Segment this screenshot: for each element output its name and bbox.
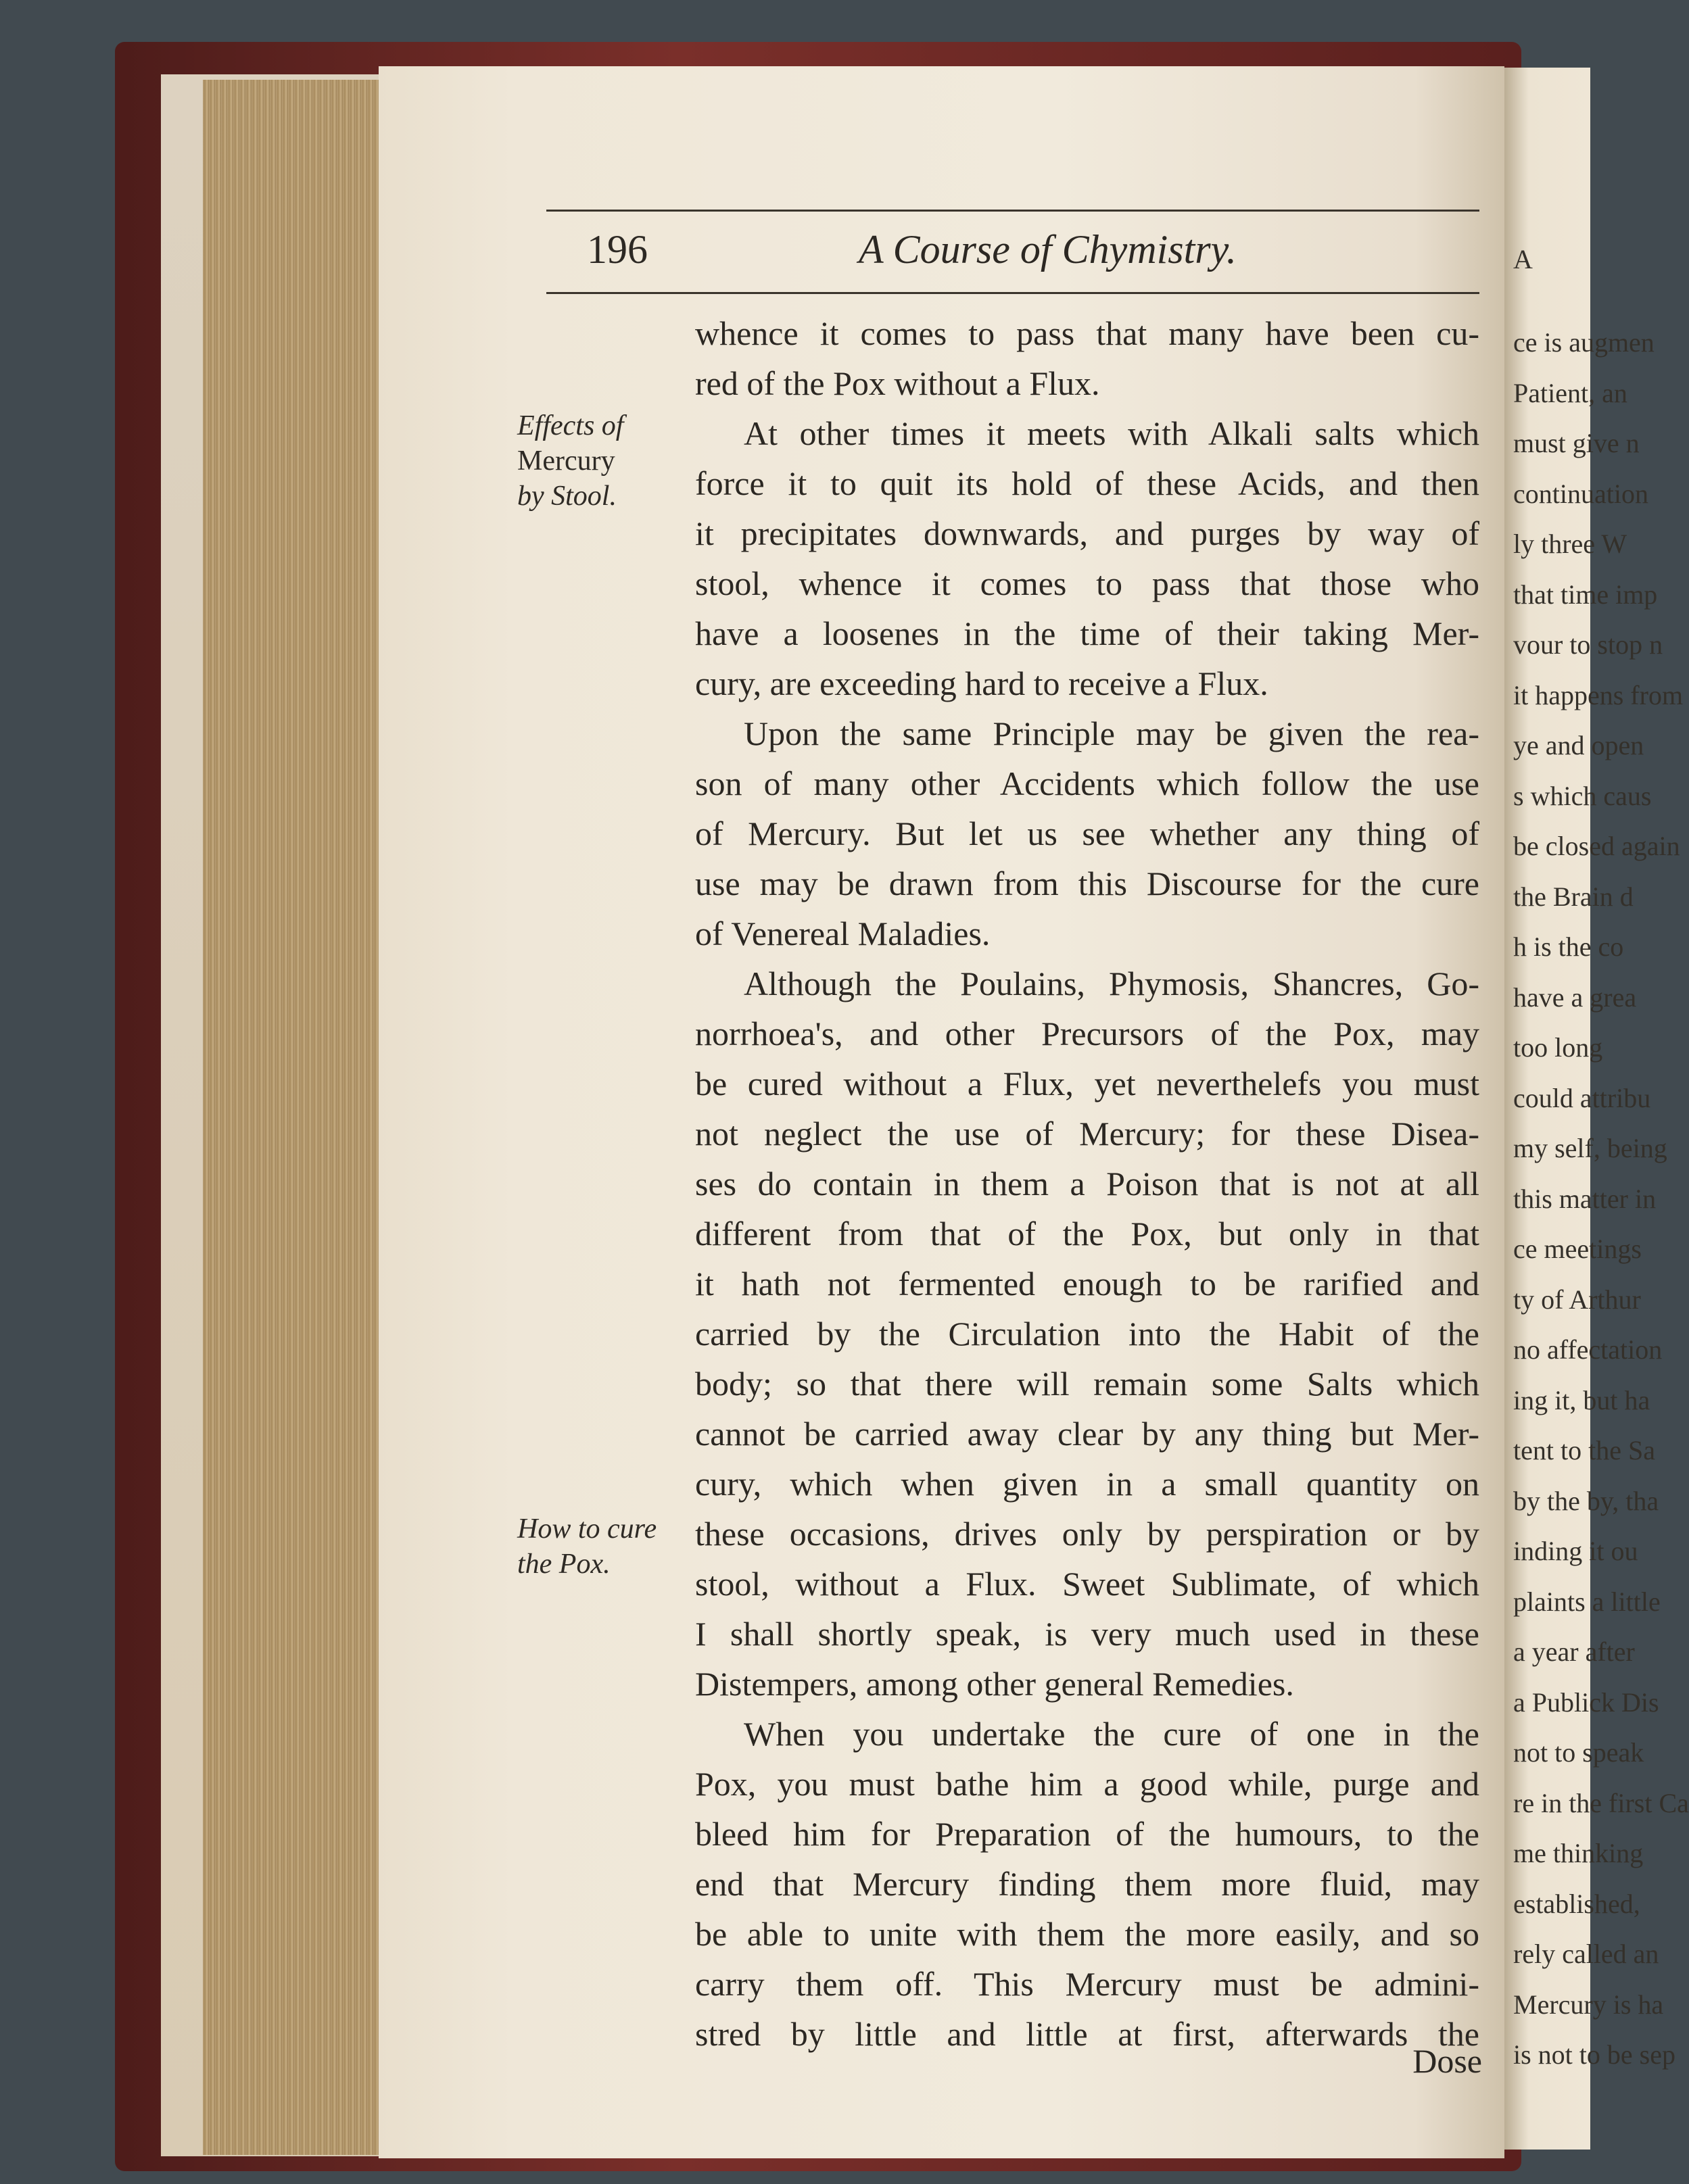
facing-page-line: could attribu xyxy=(1513,1082,1651,1113)
text-line: whence it comes to pass that many have been cu- xyxy=(695,314,1479,352)
facing-page-line: A xyxy=(1513,244,1533,274)
facing-page-line: continuation xyxy=(1513,478,1648,509)
catchword: Dose xyxy=(1412,2042,1482,2080)
text-line: be able to unite with them the more easily, and so xyxy=(695,1915,1479,1953)
text-line: end that Mercury finding them more fluid, may xyxy=(695,1865,1479,1903)
text-line: these occasions, drives only by perspiration or by xyxy=(695,1515,1479,1553)
facing-page-line: me thinking xyxy=(1513,1838,1644,1868)
facing-page-line: Mercury is ha xyxy=(1513,1989,1664,2020)
facing-page-line: ty of Arthur xyxy=(1513,1284,1641,1315)
text-line: stool, without a Flux. Sweet Sublimate, of which xyxy=(695,1565,1479,1603)
facing-page-line: a year after xyxy=(1513,1636,1635,1667)
running-title: A Course of Chymistry. xyxy=(859,227,1237,272)
facing-page-line: be closed again xyxy=(1513,831,1680,861)
facing-page-line: s which caus xyxy=(1513,780,1652,811)
facing-page-line: no affectation xyxy=(1513,1334,1663,1365)
text-line: stool, whence it comes to pass that those who xyxy=(695,564,1479,602)
text-line: different from that of the Pox, but only in that xyxy=(695,1215,1479,1253)
text-line: son of many other Accidents which follow the use xyxy=(695,765,1479,802)
facing-page-line: is not to be sep xyxy=(1513,2039,1675,2070)
text-line: of Venereal Maladies. xyxy=(695,915,991,952)
facing-page-line: have a grea xyxy=(1513,981,1637,1013)
text-line: cannot be carried away clear by any thing but Mer- xyxy=(695,1415,1479,1453)
text-line: carried by the Circulation into the Habit of the xyxy=(695,1315,1479,1353)
text-line: body; so that there will remain some Salts which xyxy=(695,1365,1479,1403)
text-line: Distempers, among other general Remedies. xyxy=(695,1665,1294,1703)
facing-page-line: vour to stop n xyxy=(1513,629,1663,660)
text-line: use may be drawn from this Discourse for the cure xyxy=(695,865,1479,902)
facing-page-line: ce is augmen xyxy=(1513,327,1655,358)
text-line: cury, which when given in a small quantity on xyxy=(695,1465,1479,1503)
header-rule-bottom xyxy=(546,292,1479,294)
text-line: I shall shortly speak, is very much used in these xyxy=(695,1615,1479,1653)
facing-page-line: this matter in xyxy=(1513,1183,1657,1214)
text-line: cury, are exceeding hard to receive a Flux. xyxy=(695,664,1268,702)
facing-page-line: tent to the Sa xyxy=(1513,1435,1655,1465)
text-line: bleed him for Preparation of the humours, to the xyxy=(695,1815,1479,1853)
facing-page-line: rely called an xyxy=(1513,1939,1659,1969)
facing-page xyxy=(1502,68,1689,2150)
margin-note-line: How to cure xyxy=(517,1513,657,1545)
text-line: be cured without a Flux, yet neverthelefs you must xyxy=(695,1065,1479,1102)
text-line: stred by little and little at first, afterwards the xyxy=(695,2015,1479,2053)
facing-page-line: established, xyxy=(1513,1888,1640,1919)
text-line: red of the Pox without a Flux. xyxy=(695,364,1100,402)
text-line: Although the Poulains, Phymosis, Shancres, Go- xyxy=(744,965,1479,1002)
facing-page-line: ly three W xyxy=(1513,529,1627,559)
fore-edge xyxy=(203,80,385,2155)
facing-page-line: inding it ou xyxy=(1513,1536,1638,1566)
margin-note-line: Mercury xyxy=(517,445,615,477)
facing-page-line: must give n xyxy=(1513,428,1640,458)
facing-page-line: ye and open xyxy=(1513,730,1644,760)
text-line: force it to quit its hold of these Acids, and then xyxy=(695,464,1479,502)
facing-page-line: ce meetings xyxy=(1513,1234,1642,1264)
margin-note-line: by Stool. xyxy=(517,481,617,512)
facing-page-line: that time imp xyxy=(1513,579,1658,610)
facing-page-line: it happens from xyxy=(1513,679,1684,710)
text-line: At other times it meets with Alkali salts which xyxy=(744,414,1479,452)
facing-page-line: Patient, an xyxy=(1513,377,1627,408)
text-line: Pox, you must bathe him a good while, purge and xyxy=(695,1765,1479,1803)
text-line: When you undertake the cure of one in the xyxy=(744,1715,1479,1753)
text-line: have a loosenes in the time of their taking Mer- xyxy=(695,614,1479,652)
text-line: norrhoea's, and other Precursors of the Pox, may xyxy=(695,1015,1479,1052)
text-line: ses do contain in them a Poison that is not at all xyxy=(695,1165,1479,1203)
facing-page-line: by the by, tha xyxy=(1513,1485,1659,1516)
facing-page-line: too long xyxy=(1513,1032,1603,1063)
facing-page-line: a Publick Dis xyxy=(1513,1686,1659,1718)
header-rule-top xyxy=(546,210,1479,212)
margin-note-line: the Pox. xyxy=(517,1549,611,1580)
facing-page-line: the Brain d xyxy=(1513,881,1634,912)
page-number: 196 xyxy=(587,227,648,272)
text-line: of Mercury. But let us see whether any thing of xyxy=(695,815,1479,852)
facing-page-line: my self, being xyxy=(1513,1133,1667,1163)
text-line: Upon the same Principle may be given the rea- xyxy=(744,714,1479,752)
text-line: carry them off. This Mercury must be admini- xyxy=(695,1965,1479,2003)
facing-page-line: re in the first Ca xyxy=(1513,1787,1689,1818)
facing-page-line: ing it, but ha xyxy=(1513,1384,1650,1415)
text-line: it precipitates downwards, and purges by way of xyxy=(695,514,1479,552)
text-line: it hath not fermented enough to be rarified and xyxy=(695,1265,1479,1303)
margin-note-line: Effects of xyxy=(517,410,624,441)
facing-page-line: not to speak xyxy=(1513,1737,1644,1768)
facing-page-line: h is the co xyxy=(1513,931,1624,962)
text-line: not neglect the use of Mercury; for these Disea- xyxy=(695,1115,1479,1152)
margin-note-effects xyxy=(517,408,623,514)
margin-note-cure xyxy=(517,1511,657,1582)
facing-page-line: plaints a little xyxy=(1513,1586,1661,1617)
